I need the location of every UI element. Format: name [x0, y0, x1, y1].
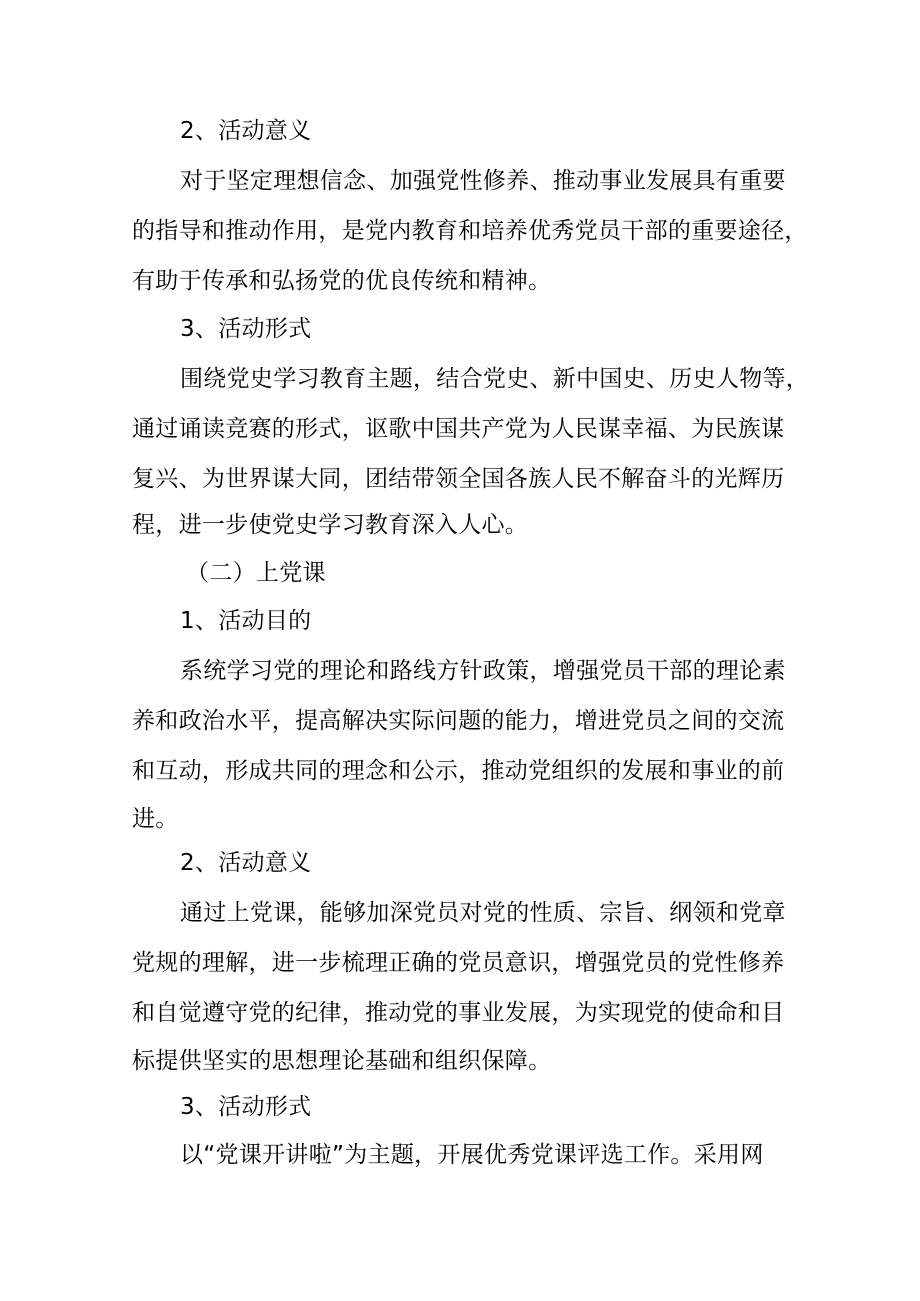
paragraph-line: 以“党课开讲啦”为主题，开展优秀党课评选工作。采用网 [180, 1142, 764, 1168]
paragraph-line: 和自觉遵守党的纪律，推动党的事业发展，为实现党的使命和目 [132, 1000, 785, 1026]
paragraph-line: 党规的理解，进一步梳理正确的党员意识，增强党员的党性修养 [132, 950, 785, 976]
paragraph-line: 有助于传承和弘扬党的优良传统和精神。 [132, 268, 552, 294]
heading-activity-significance: 2、活动意义 [180, 118, 312, 144]
paragraph-line: 和互动，形成共同的理念和公示，推动党组织的发展和事业的前 [132, 758, 785, 784]
paragraph-line: 通过上党课，能够加深党员对党的性质、宗旨、纲领和党章 [180, 900, 786, 926]
paragraph-line: 的指导和推动作用，是党内教育和培养优秀党员干部的重要途径， [132, 218, 808, 244]
paragraph-line: 养和政治水平，提高解决实际问题的能力，增进党员之间的交流 [132, 708, 785, 734]
heading-activity-significance: 2、活动意义 [180, 850, 312, 876]
heading-activity-form: 3、活动形式 [180, 316, 312, 342]
heading-activity-purpose: 1、活动目的 [180, 608, 312, 634]
paragraph-line: 通过诵读竞赛的形式，讴歌中国共产党为人民谋幸福、为民族谋 [132, 416, 785, 442]
paragraph-line: 程，进一步使党史学习教育深入人心。 [132, 512, 529, 538]
paragraph-line: 标提供坚实的思想理论基础和组织保障。 [132, 1048, 552, 1074]
heading-activity-form: 3、活动形式 [180, 1094, 312, 1120]
paragraph-line: 系统学习党的理论和路线方针政策，增强党员干部的理论素 [180, 658, 786, 684]
paragraph-line: 复兴、为世界谋大同，团结带领全国各族人民不解奋斗的光辉历 [132, 466, 785, 492]
section-heading-party-class: （二）上党课 [186, 560, 326, 586]
paragraph-line: 围绕党史学习教育主题，结合党史、新中国史、历史人物等， [180, 366, 810, 392]
paragraph-line: 进。 [132, 806, 179, 832]
paragraph-line: 对于坚定理想信念、加强党性修养、推动事业发展具有重要 [180, 168, 786, 194]
